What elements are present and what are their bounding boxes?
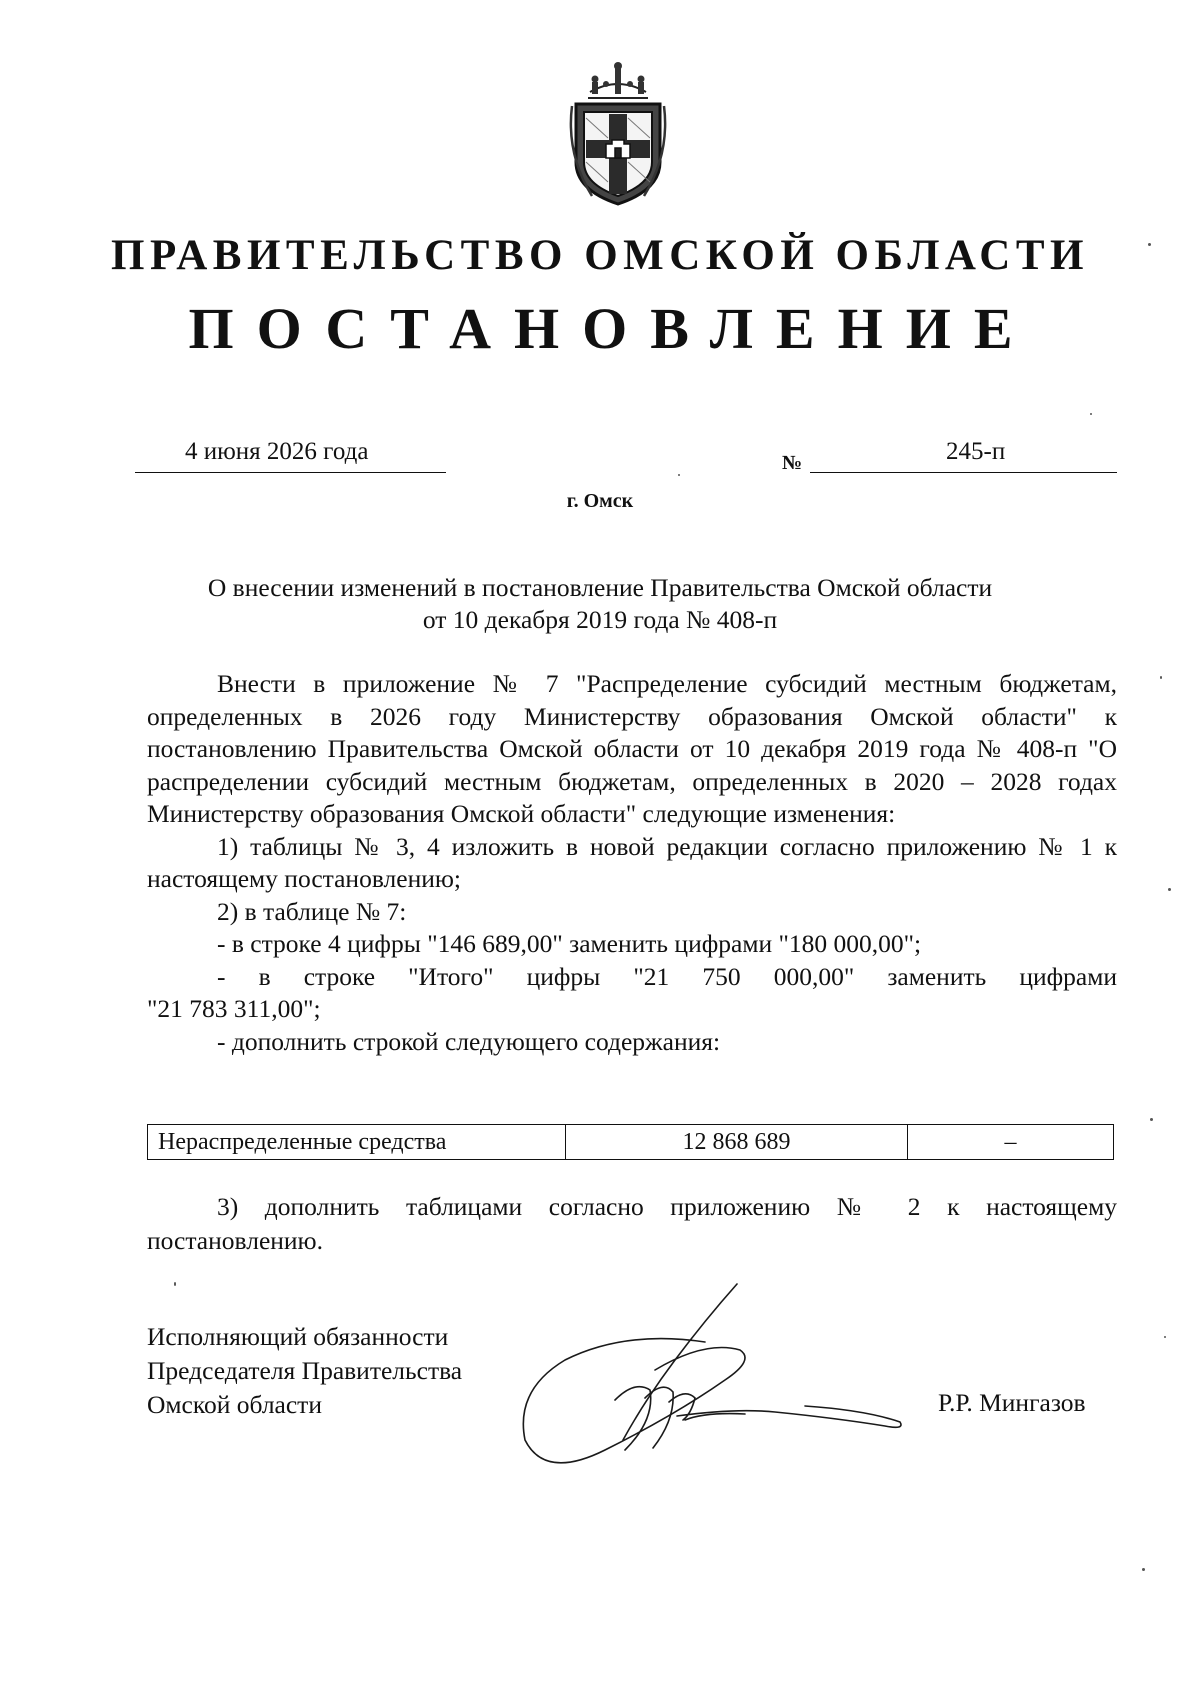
scan-speck (1160, 676, 1162, 679)
table-cell: – (908, 1125, 1114, 1160)
document-body (147, 668, 1117, 1058)
body-item-2-b-line-2: "21 783 311,00"; (147, 994, 321, 1023)
table-cell: 12 868 689 (566, 1125, 908, 1160)
scan-speck (1090, 413, 1092, 415)
added-row-table (147, 1124, 1114, 1160)
signatory-title-line-1: Исполняющий обязанности (147, 1322, 449, 1351)
body-item-2-a: - в строке 4 цифры "146 689,00" заменить цифрами "180 000,00"; (217, 929, 922, 958)
document-number: 245-п (946, 438, 1006, 465)
city-label: г. Омск (566, 490, 634, 512)
coat-of-arms-icon (562, 58, 674, 208)
scan-speck (1148, 243, 1151, 246)
body-intro-paragraph: Внести в приложение № 7 "Распределение субсидий местным бюджетам, определенных в 2026 году Министерству образования Омской области" к постановлению Правительства Омской области от 10 декабря 2019 года № 408-п "О распределении субсидий местным бюджетам, определенных в 2020 – 2028 годах Министерству образования Омской области" следующие изменения: (147, 669, 1117, 828)
document-type-title: ПОСТАНОВЛЕНИЕ (188, 296, 1036, 361)
signatory-title (147, 1320, 462, 1422)
signatory-name: Р.Р. Мингазов (938, 1388, 1086, 1417)
scan-speck (1150, 1118, 1153, 1121)
subject-line-1: О внесении изменений в постановление Правительства Омской области (207, 573, 993, 602)
body-item-3-block (147, 1190, 1117, 1258)
number-sign: № (782, 452, 803, 474)
body-item-3: 3) дополнить таблицами согласно приложению № 2 к настоящему постановлению. (147, 1192, 1117, 1255)
document-subject (150, 572, 1050, 636)
government-name: ПРАВИТЕЛЬСТВО ОМСКОЙ ОБЛАСТИ (111, 232, 1089, 279)
scan-speck (678, 474, 680, 476)
body-item-1: 1) таблицы № 3, 4 изложить в новой редакции согласно приложению № 1 к настоящему постановлению; (147, 831, 1117, 893)
body-item-2: 2) в таблице № 7: (217, 896, 407, 926)
signatory-title-line-3: Омской области (147, 1390, 322, 1419)
signatory-title-line-2: Председателя Правительства (147, 1356, 463, 1385)
scan-speck (1168, 888, 1171, 891)
table-cell: Нераспределенные средства (148, 1125, 566, 1160)
body-item-2-b-line-1: - в строке "Итого" цифры "21 750 000,00" заменить цифрами (217, 961, 1117, 991)
document-date: 4 июня 2026 года (185, 438, 369, 465)
subject-line-2: от 10 декабря 2019 года № 408-п (422, 605, 778, 634)
date-field (135, 438, 446, 473)
body-item-2-c: - дополнить строкой следующего содержания: (217, 1026, 721, 1056)
number-field (810, 438, 1117, 473)
table-row (148, 1125, 1114, 1160)
handwritten-signature (505, 1280, 945, 1510)
scan-speck (1164, 1336, 1166, 1338)
scan-speck (174, 1282, 176, 1286)
scan-speck (1142, 1568, 1145, 1571)
